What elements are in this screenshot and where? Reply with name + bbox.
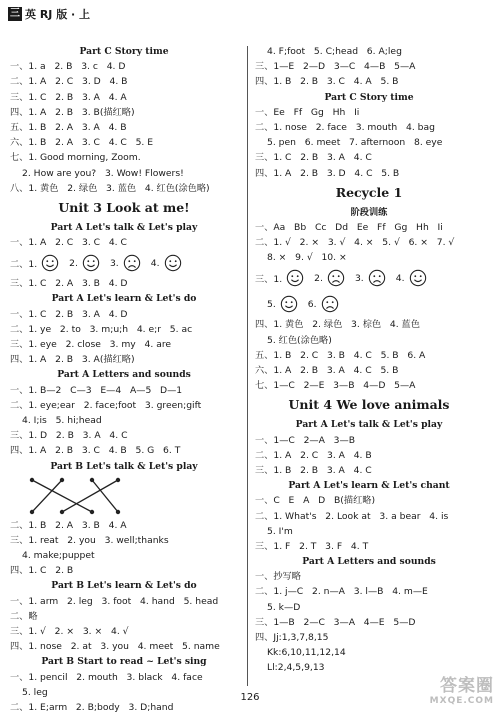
- answer-line: 4. make;puppet: [22, 550, 95, 562]
- answer-line: 三、1. eye 2. close 3. my 4. are: [10, 339, 172, 350]
- answer-line: 四、1. B 2. B 3. C 4. A 5. B: [255, 76, 399, 88]
- right-column: [255, 44, 483, 676]
- face-prefix: 三、1.: [255, 274, 283, 286]
- section-title: Part A Let's talk & Let's play: [295, 419, 443, 431]
- face-number: 2.: [69, 257, 78, 269]
- answer-line: 二、略: [10, 610, 38, 622]
- answer-line: 四、1. 黄色 2. 绿色 3. 棕色 4. 蓝色: [255, 319, 420, 331]
- answer-line: 5. I'm: [267, 525, 293, 537]
- sad-face-icon: [321, 295, 339, 313]
- answer-line: 一、抄写略: [255, 571, 301, 583]
- section-title: Part A Let's learn & Let's chant: [288, 480, 450, 492]
- answer-line: 5. leg: [22, 686, 48, 698]
- answer-line: 一、Aa Bb Cc Dd Ee Ff Gg Hh Ii: [255, 221, 443, 233]
- matching-lines-diagram: [10, 474, 130, 518]
- answer-line: Ll:2,4,5,9,13: [267, 662, 325, 674]
- header-text: 英 RJ 版 · 上: [25, 8, 91, 21]
- face-answer-row: [255, 291, 483, 317]
- answer-line: 一、C E A D B(描红略): [255, 495, 376, 507]
- answer-line: 4. F;foot 5. C;head 6. A;leg: [267, 46, 402, 57]
- answer-line: 三、1—B 2—C 3—A 4—E 5—D: [255, 616, 416, 628]
- answer-line: 5. pen 6. meet 7. afternoon 8. eye: [267, 137, 443, 149]
- answer-line: 一、1. pencil 2. mouth 3. black 4. face: [10, 671, 203, 683]
- sad-face-icon: [368, 269, 386, 287]
- answer-line: 八、1. 黄色 2. 绿色 3. 蓝色 4. 红色(涂色略): [10, 182, 210, 194]
- answer-line: 三、1. F 2. T 3. F 4. T: [255, 540, 369, 552]
- answer-line: 五、1. B 2. A 3. A 4. B: [10, 121, 127, 133]
- answer-line: 8. × 9. √ 10. ×: [267, 252, 347, 264]
- answer-line: 四、1. C 2. B: [10, 565, 74, 577]
- answer-line: 三、1. C 2. B 3. A 4. A: [10, 91, 127, 103]
- sad-face-icon: [327, 269, 345, 287]
- answer-line: 一、1. A 2. C 3. C 4. C: [10, 237, 127, 249]
- face-number: 3.: [109, 257, 119, 269]
- face-number: 4.: [150, 257, 160, 269]
- answer-line: 三、1—E 2—D 3—C 4—B 5—A: [255, 61, 416, 73]
- answer-line: 七、1. Good morning, Zoom.: [10, 152, 141, 164]
- recycle-title: Recycle 1: [335, 184, 403, 200]
- smiley-face-icon: [82, 254, 100, 272]
- answer-line: 六、1. B 2. A 3. C 4. C 5. E: [10, 137, 154, 149]
- answer-line: 二、1. nose 2. face 3. mouth 4. bag: [255, 121, 435, 133]
- answer-line: 一、Ee Ff Gg Hh Ii: [255, 106, 360, 118]
- answer-line: 二、1. E;arm 2. B;body 3. D;hand: [10, 701, 174, 713]
- section-title: Part A Let's learn & Let's do: [51, 293, 197, 305]
- smiley-face-icon: [280, 295, 298, 313]
- answer-line: 三、1. C 2. A 3. B 4. D: [10, 278, 128, 290]
- face-prefix: 二、1.: [10, 259, 38, 271]
- section-title: Part A Let's talk & Let's play: [50, 221, 198, 233]
- face-number: 6.: [307, 298, 317, 310]
- smiley-face-icon: [409, 269, 427, 287]
- section-title: Part A Letters and sounds: [302, 556, 436, 568]
- answer-line: 2. How are you? 3. Wow! Flowers!: [22, 167, 184, 179]
- answer-line: 四、1. A 2. B 3. D 4. C 5. B: [255, 167, 400, 179]
- answer-line: 三、1. reat 2. you 3. well;thanks: [10, 534, 169, 546]
- answer-line: 一、1—C 2—A 3—B: [255, 434, 355, 446]
- answer-line: 六、1. A 2. B 3. A 4. C 5. B: [255, 365, 399, 376]
- section-title: Part B Let's learn & Let's do: [51, 580, 197, 592]
- left-column: [10, 44, 238, 715]
- grade-badge: 三: [10, 8, 20, 19]
- answer-line: 三、1. D 2. B 3. A 4. C: [10, 430, 128, 442]
- column-divider: [247, 46, 248, 686]
- section-title: Part A Letters and sounds: [57, 369, 191, 381]
- face-answer-row: [10, 250, 238, 276]
- section-title: Part B Let's talk & Let's play: [50, 460, 198, 472]
- answer-line: 四、1. A 2. B 3. A(描红略): [10, 354, 135, 366]
- answer-line: 二、1. √ 2. × 3. √ 4. × 5. √ 6. × 7. √: [255, 237, 455, 249]
- matching-diagram: [10, 474, 238, 518]
- answer-line: 三、1. √ 2. × 3. × 4. √: [10, 626, 129, 637]
- section-title: Part C Story time: [79, 46, 169, 57]
- answer-line: 二、1. A 2. C 3. D 4. B: [10, 76, 128, 88]
- answer-line: 二、1. ye 2. to 3. m;u;h 4. e;r 5. ac: [10, 323, 193, 335]
- answer-line: 七、1—C 2—E 3—B 4—D 5—A: [255, 380, 416, 392]
- smiley-face-icon: [286, 269, 304, 287]
- section-title: Part B Start to read ~ Let's sing: [41, 656, 207, 668]
- answer-line: 二、1. eye;ear 2. face;foot 3. green;gift: [10, 399, 202, 411]
- face-number: 5.: [267, 298, 276, 310]
- answer-line: 二、1. A 2. C 3. A 4. B: [255, 449, 372, 461]
- unit-title: Unit 4 We love animals: [288, 397, 450, 413]
- answer-line: 二、1. B 2. A 3. B 4. A: [10, 519, 127, 531]
- answer-line: 一、1. B—2 C—3 E—4 A—5 D—1: [10, 384, 183, 396]
- watermark-title: 答案圈: [440, 676, 494, 696]
- answer-line: 三、1. B 2. B 3. A 4. C: [255, 464, 372, 476]
- face-answer-row: [255, 265, 483, 291]
- answer-line: 五、1. B 2. C 3. B 4. C 5. B 6. A: [255, 349, 426, 361]
- answer-line: 5. k—D: [267, 601, 301, 613]
- sad-face-icon: [123, 254, 141, 272]
- answer-line: 四、Jj:1,3,7,8,15: [255, 632, 329, 643]
- unit-title: Unit 3 Look at me!: [58, 199, 190, 215]
- smiley-face-icon: [164, 254, 182, 272]
- answer-line: 四、1. A 2. B 3. C 4. B 5. G 6. T: [10, 445, 181, 457]
- section-title: Part C Story time: [324, 91, 414, 103]
- answer-line: 四、1. nose 2. at 3. you 4. meet 5. name: [10, 641, 220, 653]
- answer-line: 三、1. C 2. B 3. A 4. C: [255, 152, 372, 164]
- answer-line: 一、1. C 2. B 3. A 4. D: [10, 308, 128, 320]
- face-number: 3.: [354, 272, 364, 284]
- page-number: 126: [240, 692, 260, 703]
- face-number: 2.: [314, 272, 323, 284]
- answer-line: 5. 红色(涂色略): [267, 334, 332, 346]
- watermark: [430, 671, 494, 706]
- answer-line: 一、1. a 2. B 3. c 4. D: [10, 61, 126, 73]
- smiley-face-icon: [41, 254, 59, 272]
- answer-line: 4. I;is 5. hi;head: [22, 414, 102, 426]
- watermark-url: MXQE.COM: [429, 696, 494, 706]
- answer-line: 二、1. What's 2. Look at 3. a bear 4. is: [255, 510, 449, 522]
- answer-line: Kk:6,10,11,12,14: [267, 647, 346, 659]
- page-header: [8, 6, 90, 22]
- answer-line: 一、1. arm 2. leg 3. foot 4. hand 5. head: [10, 595, 219, 607]
- face-number: 4.: [395, 272, 405, 284]
- stage-title: 阶段训练: [350, 206, 388, 218]
- answer-line: 二、1. j—C 2. n—A 3. l—B 4. m—E: [255, 586, 428, 598]
- answer-line: 四、1. A 2. B 3. B(描红略): [10, 106, 135, 118]
